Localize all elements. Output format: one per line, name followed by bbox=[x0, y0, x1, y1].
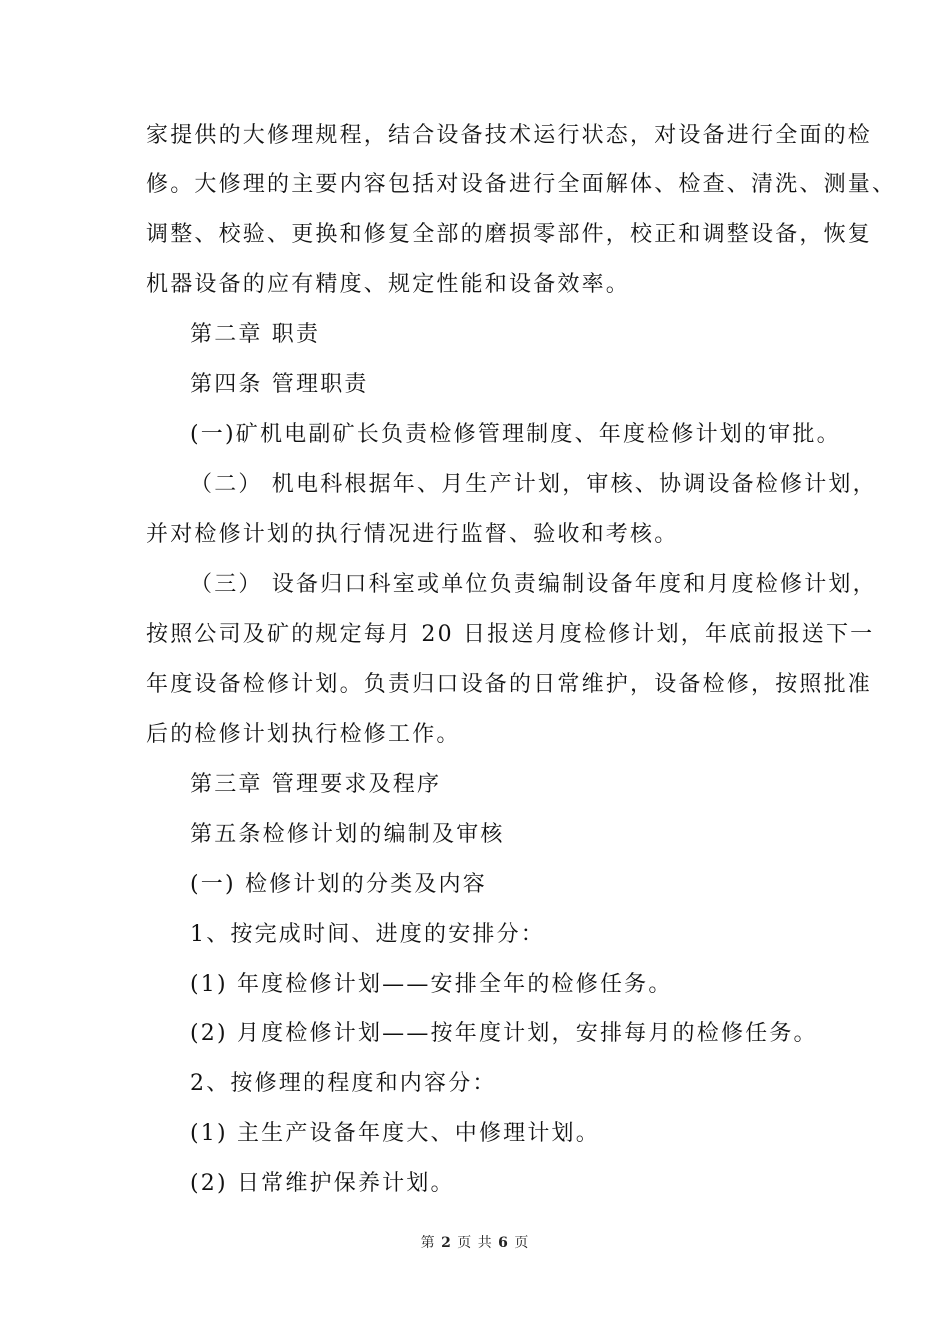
section-heading: (一) 检修计划的分类及内容 bbox=[190, 872, 487, 897]
list-heading: 1、按完成时间、进度的安排分： bbox=[190, 922, 545, 947]
article-heading: 第五条检修计划的编制及审核 bbox=[190, 822, 505, 847]
paragraph-line: 后的检修计划执行检修工作。 bbox=[146, 722, 461, 747]
list-item: (2) 日常维护保养计划。 bbox=[190, 1171, 455, 1196]
paragraph-line: (一)矿机电副矿长负责检修管理制度、年度检修计划的审批。 bbox=[190, 422, 841, 447]
list-heading: 2、按修理的程度和内容分： bbox=[190, 1071, 497, 1096]
paragraph-line: 并对检修计划的执行情况进行监督、验收和考核。 bbox=[146, 522, 679, 547]
paragraph-line: 调整、校验、更换和修复全部的磨损零部件，校正和调整设备，恢复 bbox=[146, 222, 873, 247]
list-item: (1) 主生产设备年度大、中修理计划。 bbox=[190, 1121, 600, 1146]
paragraph-line: 年度设备检修计划。负责归口设备的日常维护，设备检修，按照批准 bbox=[146, 672, 873, 697]
paragraph-line: 按照公司及矿的规定每月 20 日报送月度检修计划，年底前报送下一 bbox=[146, 622, 875, 647]
chapter-heading: 第三章 管理要求及程序 bbox=[190, 772, 442, 797]
paragraph-line: （三） 设备归口科室或单位负责编制设备年度和月度检修计划， bbox=[190, 572, 877, 597]
paragraph-line: （二） 机电科根据年、月生产计划，审核、协调设备检修计划， bbox=[190, 472, 877, 497]
footer-suffix: 页 bbox=[514, 1235, 530, 1251]
current-page-number: 2 bbox=[441, 1235, 452, 1251]
paragraph-line: 家提供的大修理规程，结合设备技术运行状态，对设备进行全面的检 bbox=[146, 123, 873, 148]
list-item: (2) 月度检修计划——按年度计划，安排每月的检修任务。 bbox=[190, 1021, 818, 1046]
page-number-footer bbox=[0, 1232, 950, 1252]
paragraph-line: 修。大修理的主要内容包括对设备进行全面解体、检查、清洗、测量、 bbox=[146, 172, 897, 197]
footer-prefix: 第 bbox=[420, 1235, 436, 1251]
total-page-number: 6 bbox=[498, 1235, 509, 1251]
footer-middle: 页 共 bbox=[457, 1235, 493, 1251]
article-heading: 第四条 管理职责 bbox=[190, 372, 369, 397]
paragraph-line: 机器设备的应有精度、规定性能和设备效率。 bbox=[146, 272, 631, 297]
chapter-heading: 第二章 职责 bbox=[190, 322, 321, 347]
list-item: (1) 年度检修计划——安排全年的检修任务。 bbox=[190, 972, 673, 997]
